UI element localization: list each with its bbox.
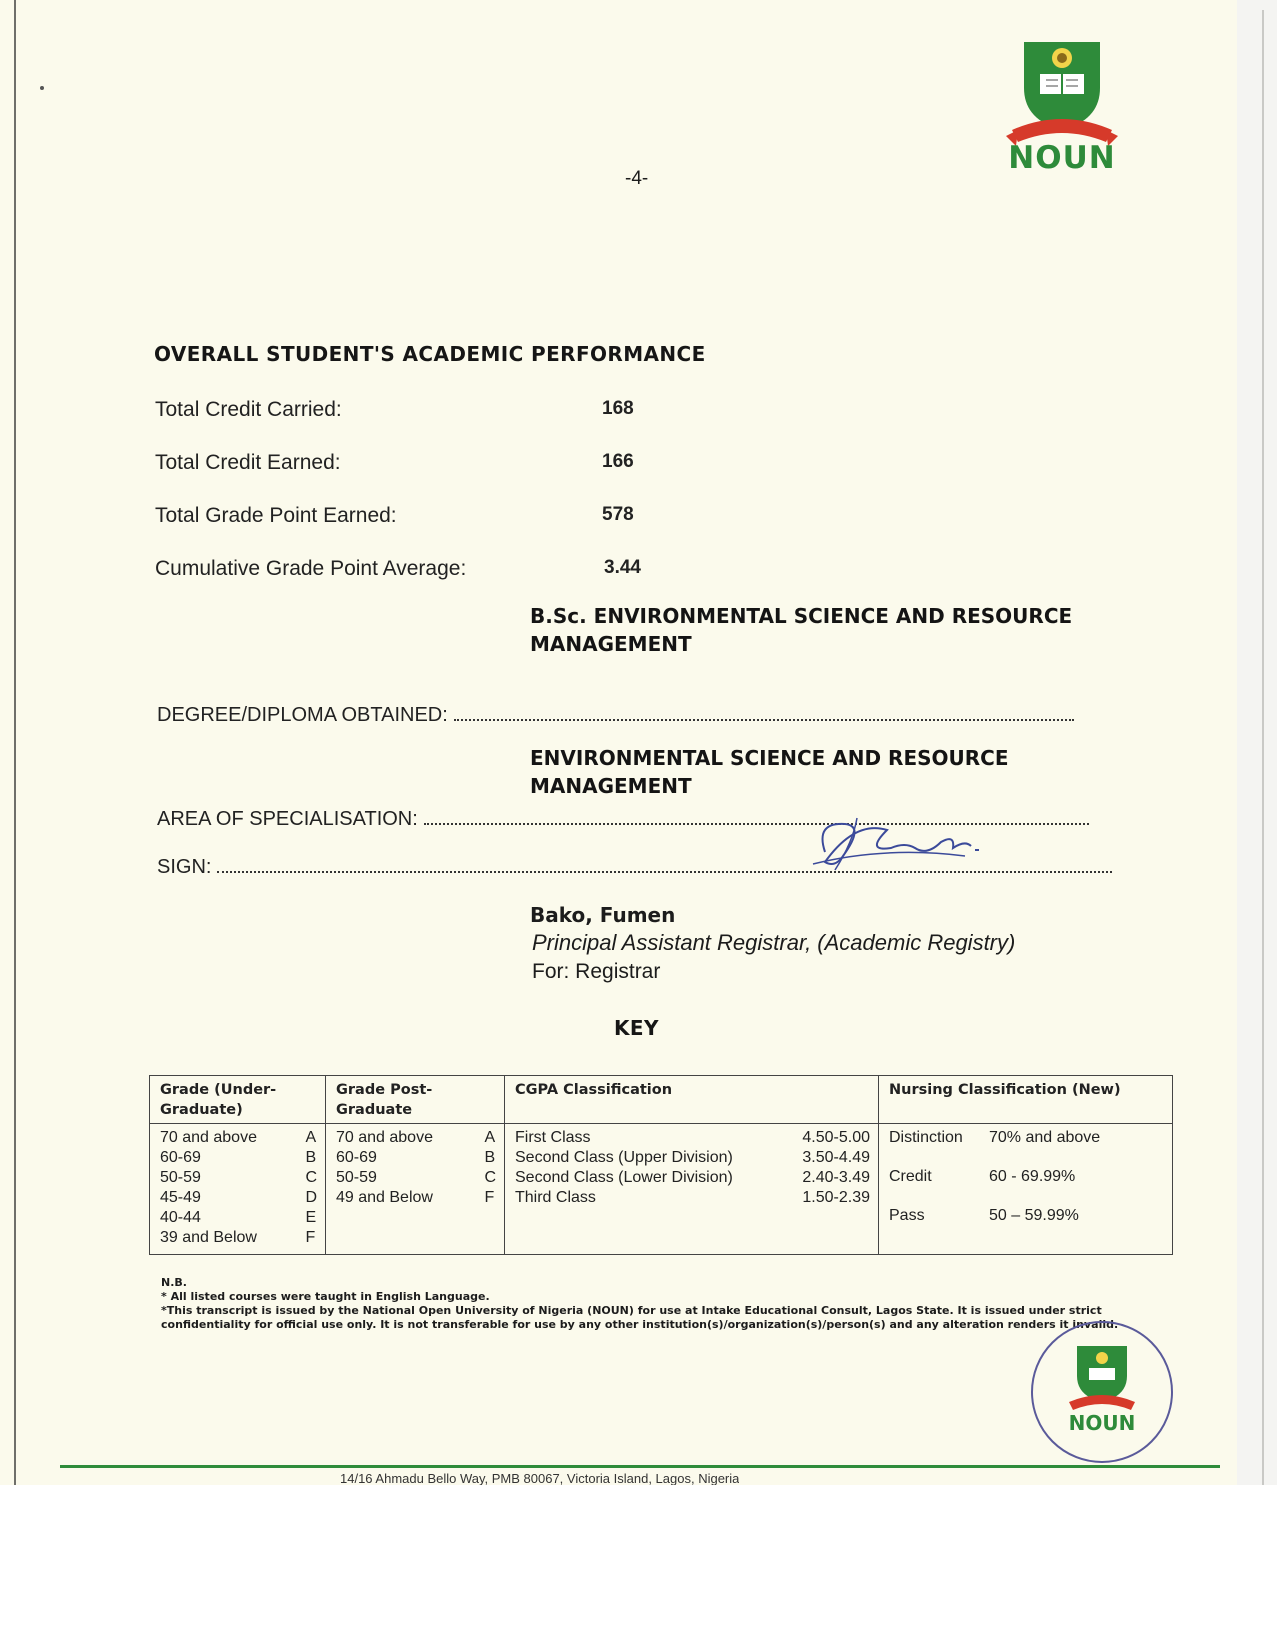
specialisation-value-line1: ENVIRONMENTAL SCIENCE AND RESOURCE (530, 746, 1009, 770)
grade-point-label: Total Grade Point Earned: (155, 504, 397, 527)
specialisation-value (530, 744, 1009, 800)
signature-icon (795, 812, 1005, 878)
undergrad-grade: E (305, 1209, 317, 1226)
postgrad-range: 50-59 (336, 1169, 377, 1186)
stamp-seal-icon (1025, 1318, 1180, 1466)
undergrad-range: 45-49 (160, 1189, 201, 1206)
notes-block (161, 1276, 1151, 1332)
degree-value-line1: B.Sc. ENVIRONMENTAL SCIENCE AND RESOURCE (530, 604, 1073, 628)
cgpa-class: Second Class (Lower Division) (515, 1169, 733, 1186)
postgrad-range: 70 and above (336, 1129, 433, 1146)
credit-earned-label: Total Credit Earned: (155, 451, 341, 474)
cgpa-class: Third Class (515, 1189, 596, 1206)
scan-edge (14, 0, 16, 1485)
undergrad-range: 39 and Below (160, 1229, 257, 1246)
notes-line-2: *This transcript is issued by the National Open University of Nigeria (NOUN) for use at Intake Educational Consult, Lagos State. It is issued under strict confidentiality for official use only. It is not transferable for use by any other institution(s)/organization(s)/person(s) and any alteration renders it invalid. (161, 1304, 1119, 1331)
noun-logo (1002, 38, 1122, 178)
degree-label: DEGREE/DIPLOMA OBTAINED: (157, 704, 448, 726)
nursing-range: 50 – 59.99% (989, 1207, 1079, 1224)
nursing-range: 70% and above (989, 1129, 1101, 1146)
cgpa-class: First Class (515, 1129, 591, 1146)
cgpa-class: Second Class (Upper Division) (515, 1149, 733, 1166)
credit-carried-label: Total Credit Carried: (155, 398, 342, 421)
cgpa-header: CGPA Classification (505, 1076, 879, 1124)
stamp-wordmark: NOUN (1068, 1411, 1136, 1435)
degree-dotted-line (454, 719, 1074, 721)
footer-rule (60, 1465, 1220, 1468)
grade-point-value: 578 (602, 504, 634, 525)
scan-margin (1237, 0, 1277, 1485)
degree-value (530, 602, 1072, 658)
cgpa-range: 4.50-5.00 (802, 1129, 870, 1146)
nursing-class: Pass (889, 1207, 925, 1224)
undergrad-grade: C (305, 1169, 317, 1186)
footer-address: 14/16 Ahmadu Bello Way, PMB 80067, Victoria Island, Lagos, Nigeria (340, 1471, 740, 1485)
postgrad-grade: A (484, 1129, 496, 1146)
nursing-range: 60 - 69.99% (989, 1168, 1076, 1185)
degree-field (157, 704, 1122, 727)
page-number: -4- (625, 168, 649, 189)
logo-wordmark: NOUN (1008, 140, 1116, 176)
sign-label: SIGN: (157, 856, 212, 878)
undergrad-grade: D (305, 1189, 317, 1206)
cgpa-list (515, 1128, 870, 1208)
cgpa-range: 1.50-2.39 (802, 1189, 870, 1206)
undergrad-range: 50-59 (160, 1169, 201, 1186)
performance-heading: OVERALL STUDENT'S ACADEMIC PERFORMANCE (154, 342, 706, 366)
nursing-list (889, 1128, 1164, 1226)
postgrad-list (336, 1128, 496, 1208)
undergrad-range: 70 and above (160, 1129, 257, 1146)
scan-margin-line (1262, 10, 1264, 1485)
undergrad-cell (150, 1124, 326, 1255)
degree-value-line2: MANAGEMENT (530, 632, 692, 656)
credit-earned-value: 166 (602, 451, 634, 472)
cgpa-label: Cumulative Grade Point Average: (155, 557, 467, 580)
grading-key-table (149, 1075, 1173, 1255)
postgrad-range: 49 and Below (336, 1189, 433, 1206)
cgpa-value: 3.44 (604, 557, 641, 578)
scan-speck (40, 86, 44, 90)
credit-carried-value: 168 (602, 398, 634, 419)
undergrad-list (160, 1128, 317, 1248)
notes-title: N.B. (161, 1276, 187, 1289)
official-stamp (1025, 1318, 1180, 1466)
nursing-cell (879, 1124, 1173, 1255)
undergrad-range: 60-69 (160, 1149, 201, 1166)
cgpa-range: 2.40-3.49 (802, 1169, 870, 1186)
postgrad-header: Grade Post-Graduate (326, 1076, 505, 1124)
nursing-class: Distinction (889, 1129, 963, 1146)
postgrad-grade: C (484, 1169, 496, 1186)
postgrad-range: 60-69 (336, 1149, 377, 1166)
postgrad-grade: F (484, 1189, 495, 1206)
undergrad-header: Grade (Under-Graduate) (150, 1076, 326, 1124)
signatory-for: For: Registrar (532, 960, 661, 983)
undergrad-grade: A (305, 1129, 317, 1146)
cgpa-range: 3.50-4.49 (802, 1149, 870, 1166)
postgrad-grade: B (484, 1149, 496, 1166)
specialisation-value-line2: MANAGEMENT (530, 774, 692, 798)
nursing-header: Nursing Classification (New) (879, 1076, 1173, 1124)
undergrad-grade: F (305, 1229, 316, 1246)
postgrad-cell (326, 1124, 505, 1255)
handwritten-signature (795, 812, 1005, 878)
specialisation-label: AREA OF SPECIALISATION: (157, 808, 418, 830)
undergrad-range: 40-44 (160, 1209, 201, 1226)
undergrad-grade: B (305, 1149, 317, 1166)
cgpa-cell (505, 1124, 879, 1255)
signatory-title: Principal Assistant Registrar, (Academic Registry) (532, 930, 1016, 955)
nursing-class: Credit (889, 1168, 932, 1185)
key-heading: KEY (614, 1016, 659, 1040)
signatory-name: Bako, Fumen (530, 903, 676, 927)
notes-line-1: * All listed courses were taught in English Language. (161, 1290, 490, 1303)
